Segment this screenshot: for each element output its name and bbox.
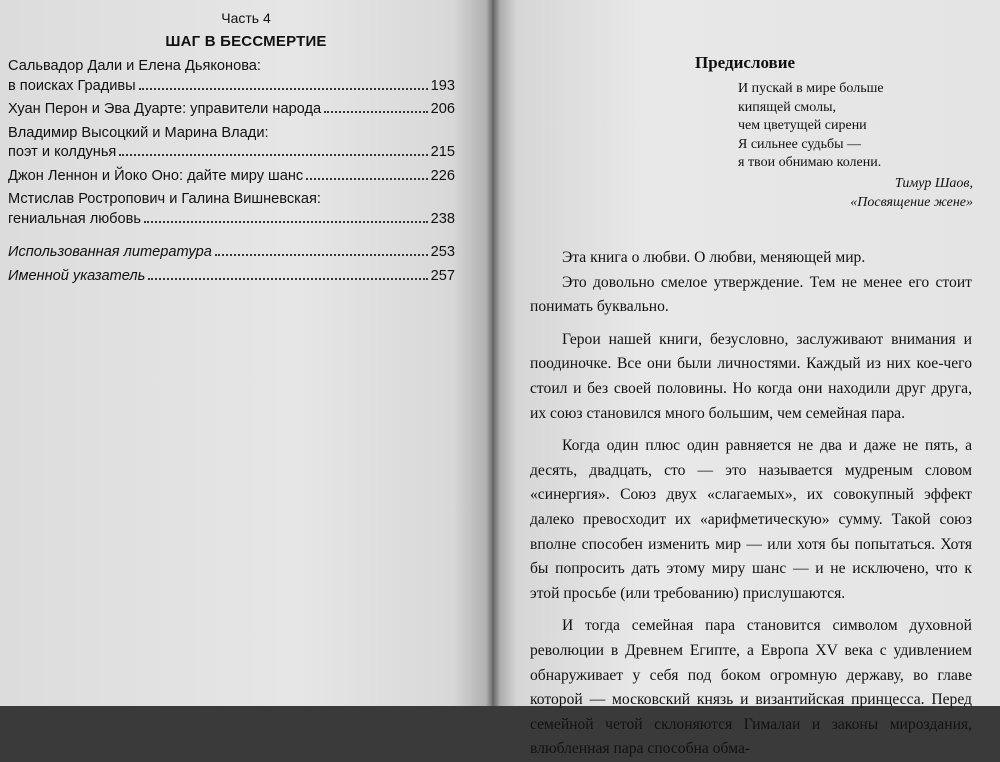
toc-page-number: 193 xyxy=(430,77,455,94)
toc-page-number: 215 xyxy=(430,144,455,160)
toc-entry-title-line: Владимир Высоцкий и Марина Влади: xyxy=(8,124,269,141)
toc-page-number: 257 xyxy=(430,267,455,284)
toc-leader-dots xyxy=(144,220,428,223)
toc-entry-subtitle: Хуан Перон и Эва Дуарте: управители народа xyxy=(8,101,322,117)
toc-leader-dots xyxy=(215,253,428,256)
toc-leader-dots xyxy=(148,277,427,280)
toc-entry-title-line: Сальвадор Дали и Елена Дьяконова: xyxy=(8,58,261,74)
part-title: ШАГ В БЕССМЕРТИЕ xyxy=(165,33,327,50)
toc-leader-dots xyxy=(306,177,427,180)
toc-page-number: 226 xyxy=(430,167,455,184)
paragraph: Эта книга о любви. О любви, меняющей мир. xyxy=(562,249,866,266)
epigraph-source: «Посвящение жене» xyxy=(850,194,973,210)
toc-entry-vysotsky xyxy=(8,124,455,163)
paragraph: Это довольно смелое утверждение. Тем не менее его стоит понимать буквально. xyxy=(530,273,972,316)
toc-entry-bibliography xyxy=(8,243,455,263)
toc-entry-rostropovich xyxy=(8,190,455,229)
epigraph-line: Я сильнее судьбы — xyxy=(738,136,862,152)
paragraph: Герои нашей книги, безусловно, заслуживают внимания и поодиночке. Все они были личностями. Каждый из них кое-чего стоил и без своей половины. Но когда они находили друг друга, их союз становился много большим, чем семейная пара. xyxy=(530,330,972,422)
toc-entry-dali xyxy=(8,57,455,96)
epigraph-line: И пускай в мире больше xyxy=(738,81,884,96)
epigraph-line: кипящей смолы, xyxy=(738,99,836,115)
toc-page-number: 238 xyxy=(430,210,455,227)
toc-entry-name-index xyxy=(8,267,455,287)
toc-entry-subtitle: Использованная литература xyxy=(8,244,212,260)
toc-entry-peron xyxy=(8,100,455,120)
paragraph: Когда один плюс один равняется не два и даже не пять, а десять, двадцать, сто — это называется мудреным словом «синергия». Союз двух «слагаемых», их совокупный эффект далеко превосходит их «арифметическую» сумму. Такой союз вполне способен изменить мир — или хотя бы попытаться. Хотя бы попросить дать этому миру шанс — и не исключено, что к этой просьбе (или требованию) прислушаются. xyxy=(530,437,972,602)
part-label: Часть 4 xyxy=(221,10,271,26)
toc-leader-dots xyxy=(324,110,428,113)
toc-entry-subtitle: Джон Леннон и Йоко Оно: дайте миру шанс xyxy=(8,167,304,184)
paragraph: И тогда семейная пара становится символом духовной революции в Древнем Египте, а Европа XV века с удивлением обнаруживает у себя под боком огромную державу, во главе которой — московский князь и византийская принцесса. Перед семейной четой склоняются Гималаи и законы мироздания, влюбленная пара способна обма- xyxy=(530,617,972,758)
table-of-contents xyxy=(8,57,455,290)
toc-entry-subtitle: гениальная любовь xyxy=(8,210,141,227)
show-through-text xyxy=(10,280,480,700)
book-gutter xyxy=(486,0,500,706)
toc-entry-lennon xyxy=(8,167,455,187)
epigraph-line: чем цветущей сирени xyxy=(738,118,867,134)
toc-entry-subtitle: в поисках Градивы xyxy=(8,77,136,94)
epigraph xyxy=(738,80,978,212)
preface-title: Предисловие xyxy=(695,53,796,72)
toc-entry-subtitle: поэт и колдунья xyxy=(8,144,117,160)
epigraph-author: Тимур Шаов, xyxy=(894,175,973,191)
toc-page-number: 206 xyxy=(430,101,455,117)
toc-entry-title-line: Мстислав Ростропович и Галина Вишневская: xyxy=(8,191,321,207)
toc-page-number: 253 xyxy=(430,244,455,260)
toc-entry-subtitle: Именной указатель xyxy=(8,267,146,284)
toc-leader-dots xyxy=(139,87,428,90)
left-page xyxy=(0,0,492,706)
preface-body xyxy=(530,246,972,762)
epigraph-line: я твои обнимаю колени. xyxy=(738,155,882,171)
toc-leader-dots xyxy=(119,153,427,156)
